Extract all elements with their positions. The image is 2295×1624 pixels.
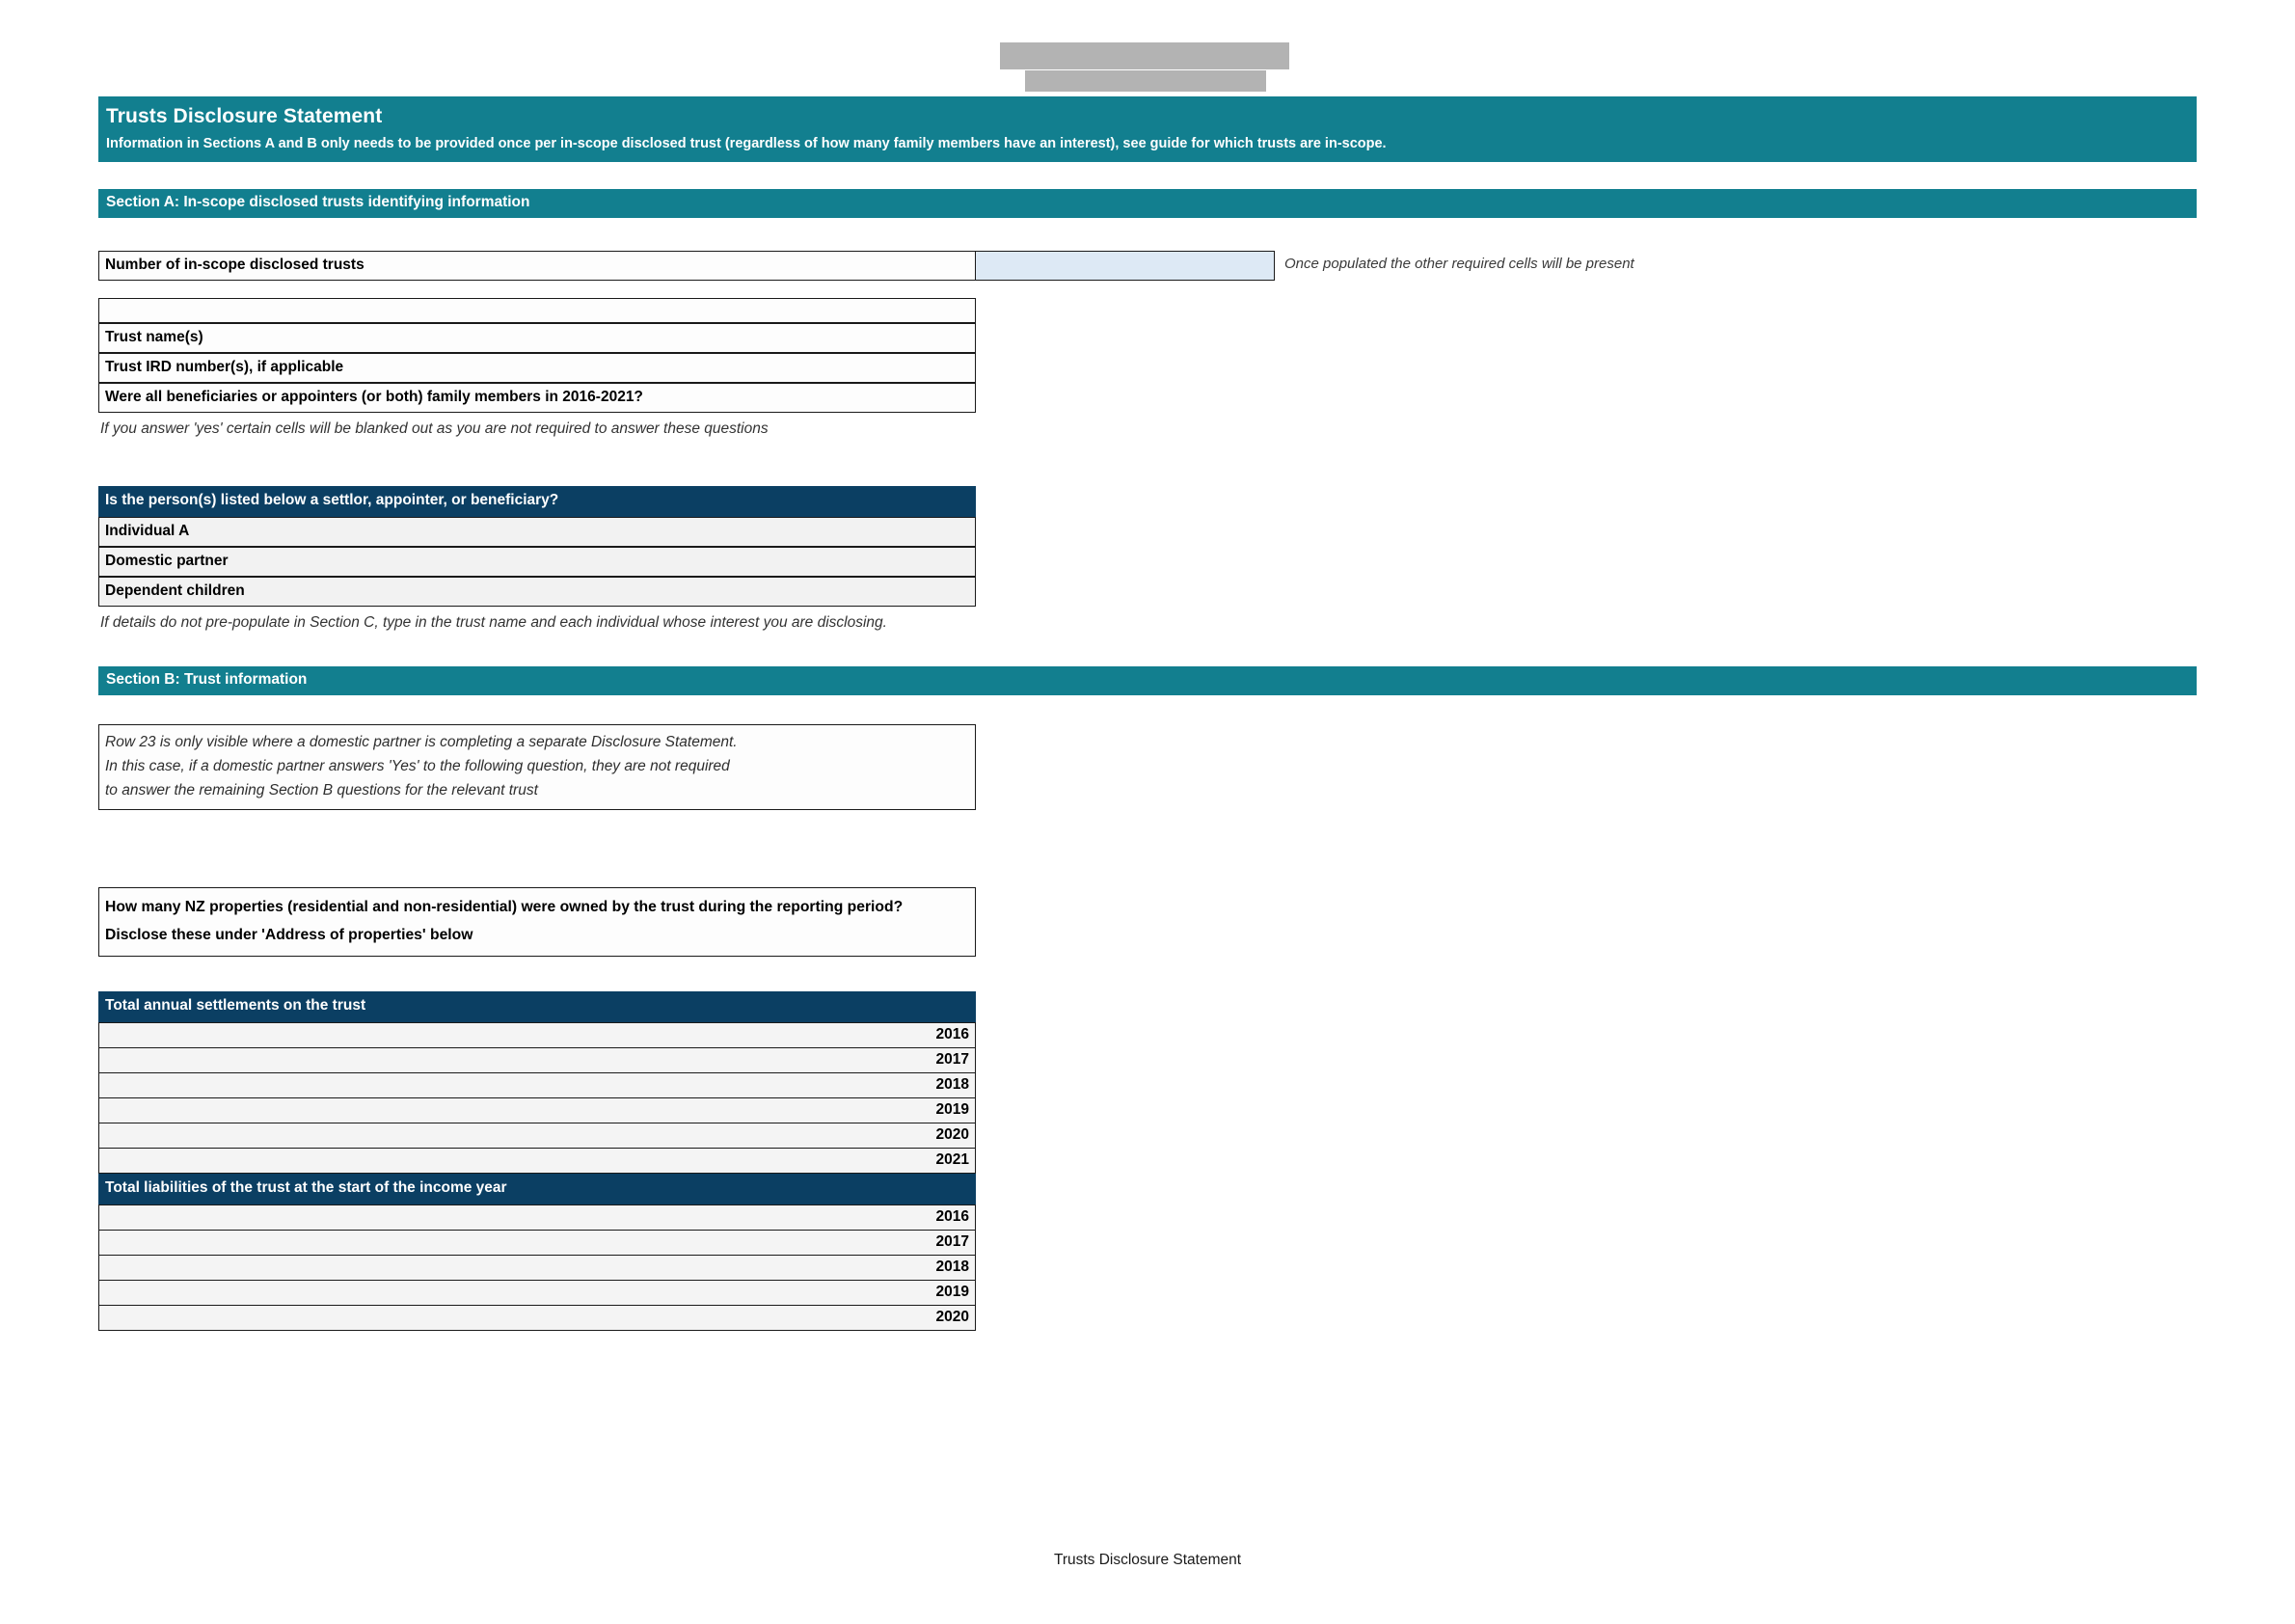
- input-number-of-trusts[interactable]: [976, 251, 1275, 281]
- label-beneficiaries-question: Were all beneficiaries or appointers (or both) family members in 2016-2021?: [98, 383, 976, 413]
- row-domestic-partner: [98, 547, 2197, 577]
- row-trust-names: [98, 323, 2197, 353]
- header-total-liabilities: Total liabilities of the trust at the start of the income year: [98, 1174, 976, 1204]
- settlements-year-row[interactable]: 2019: [98, 1098, 976, 1123]
- cell-blank[interactable]: [98, 298, 976, 323]
- settlements-year-row[interactable]: 2017: [98, 1048, 976, 1073]
- document-header-band: [98, 96, 2197, 162]
- row-number-of-trusts: [98, 251, 2197, 281]
- page-subtitle: Information in Sections A and B only needs to be provided once per in-scope disclosed trust (regardless of how many family members have an interest), see guide for which trusts are in-scope.: [106, 136, 1387, 151]
- label-number-of-trusts: Number of in-scope disclosed trusts: [98, 251, 976, 281]
- liabilities-year-row[interactable]: 2018: [98, 1256, 976, 1281]
- page-title: Trusts Disclosure Statement: [106, 105, 383, 127]
- grey-placeholder-bar-top: [1000, 42, 1289, 69]
- header-role-question: Is the person(s) listed below a settlor, appointer, or beneficiary?: [98, 486, 976, 517]
- row-trust-ird-numbers: [98, 353, 2197, 383]
- note-number-of-trusts: Once populated the other required cells will be present: [1284, 256, 1634, 272]
- liabilities-year-row[interactable]: 2016: [98, 1204, 976, 1231]
- section-b-band: Section B: Trust information: [98, 666, 2197, 695]
- note-section-c-prepopulate: If details do not pre-populate in Section C, type in the trust name and each individual whose interest you are disclosing.: [100, 614, 887, 631]
- worksheet-body: [98, 96, 2197, 1331]
- section-a-band: Section A: In-scope disclosed trusts identifying information: [98, 189, 2197, 218]
- settlements-year-row[interactable]: 2021: [98, 1149, 976, 1174]
- note-row23-line1: Row 23 is only visible where a domestic partner is completing a separate Disclosure Statement.: [105, 734, 738, 750]
- settlements-year-row[interactable]: 2020: [98, 1123, 976, 1149]
- question-nz-properties: How many NZ properties (residential and non-residential) were owned by the trust during the reporting period? Disclose these under 'Address of properties' below: [98, 887, 976, 957]
- liabilities-year-row[interactable]: 2019: [98, 1281, 976, 1306]
- note-blanked-cells: If you answer 'yes' certain cells will be blanked out as you are not required to answer these questions: [100, 420, 769, 437]
- row-individual-a: [98, 517, 2197, 547]
- note-row23-line2: In this case, if a domestic partner answers 'Yes' to the following question, they are not required: [105, 758, 730, 774]
- header-total-annual-settlements: Total annual settlements on the trust: [98, 991, 976, 1022]
- settlements-year-row[interactable]: 2018: [98, 1073, 976, 1098]
- note-box-row23: [98, 724, 976, 810]
- label-individual-a[interactable]: Individual A: [98, 517, 976, 547]
- note-row23-line3: to answer the remaining Section B questions for the relevant trust: [105, 782, 538, 798]
- row-role-question-header: [98, 486, 2197, 517]
- row-liabilities-heading: [98, 1174, 2197, 1204]
- label-trust-ird-numbers: Trust IRD number(s), if applicable: [98, 353, 976, 383]
- row-blank-spacer: [98, 298, 2197, 323]
- settlements-year-row[interactable]: 2016: [98, 1022, 976, 1048]
- liabilities-year-row[interactable]: 2020: [98, 1306, 976, 1331]
- row-dependent-children: [98, 577, 2197, 607]
- liabilities-year-row[interactable]: 2017: [98, 1231, 976, 1256]
- row-settlements-heading: [98, 991, 2197, 1022]
- label-dependent-children[interactable]: Dependent children: [98, 577, 976, 607]
- label-domestic-partner[interactable]: Domestic partner: [98, 547, 976, 577]
- row-beneficiaries-question: [98, 383, 2197, 413]
- footer: [0, 1552, 2295, 1569]
- grey-placeholder-bar-bottom: [1025, 70, 1266, 92]
- label-trust-names: Trust name(s): [98, 323, 976, 353]
- footer-sheet-name: Trusts Disclosure Statement: [1053, 1552, 1242, 1568]
